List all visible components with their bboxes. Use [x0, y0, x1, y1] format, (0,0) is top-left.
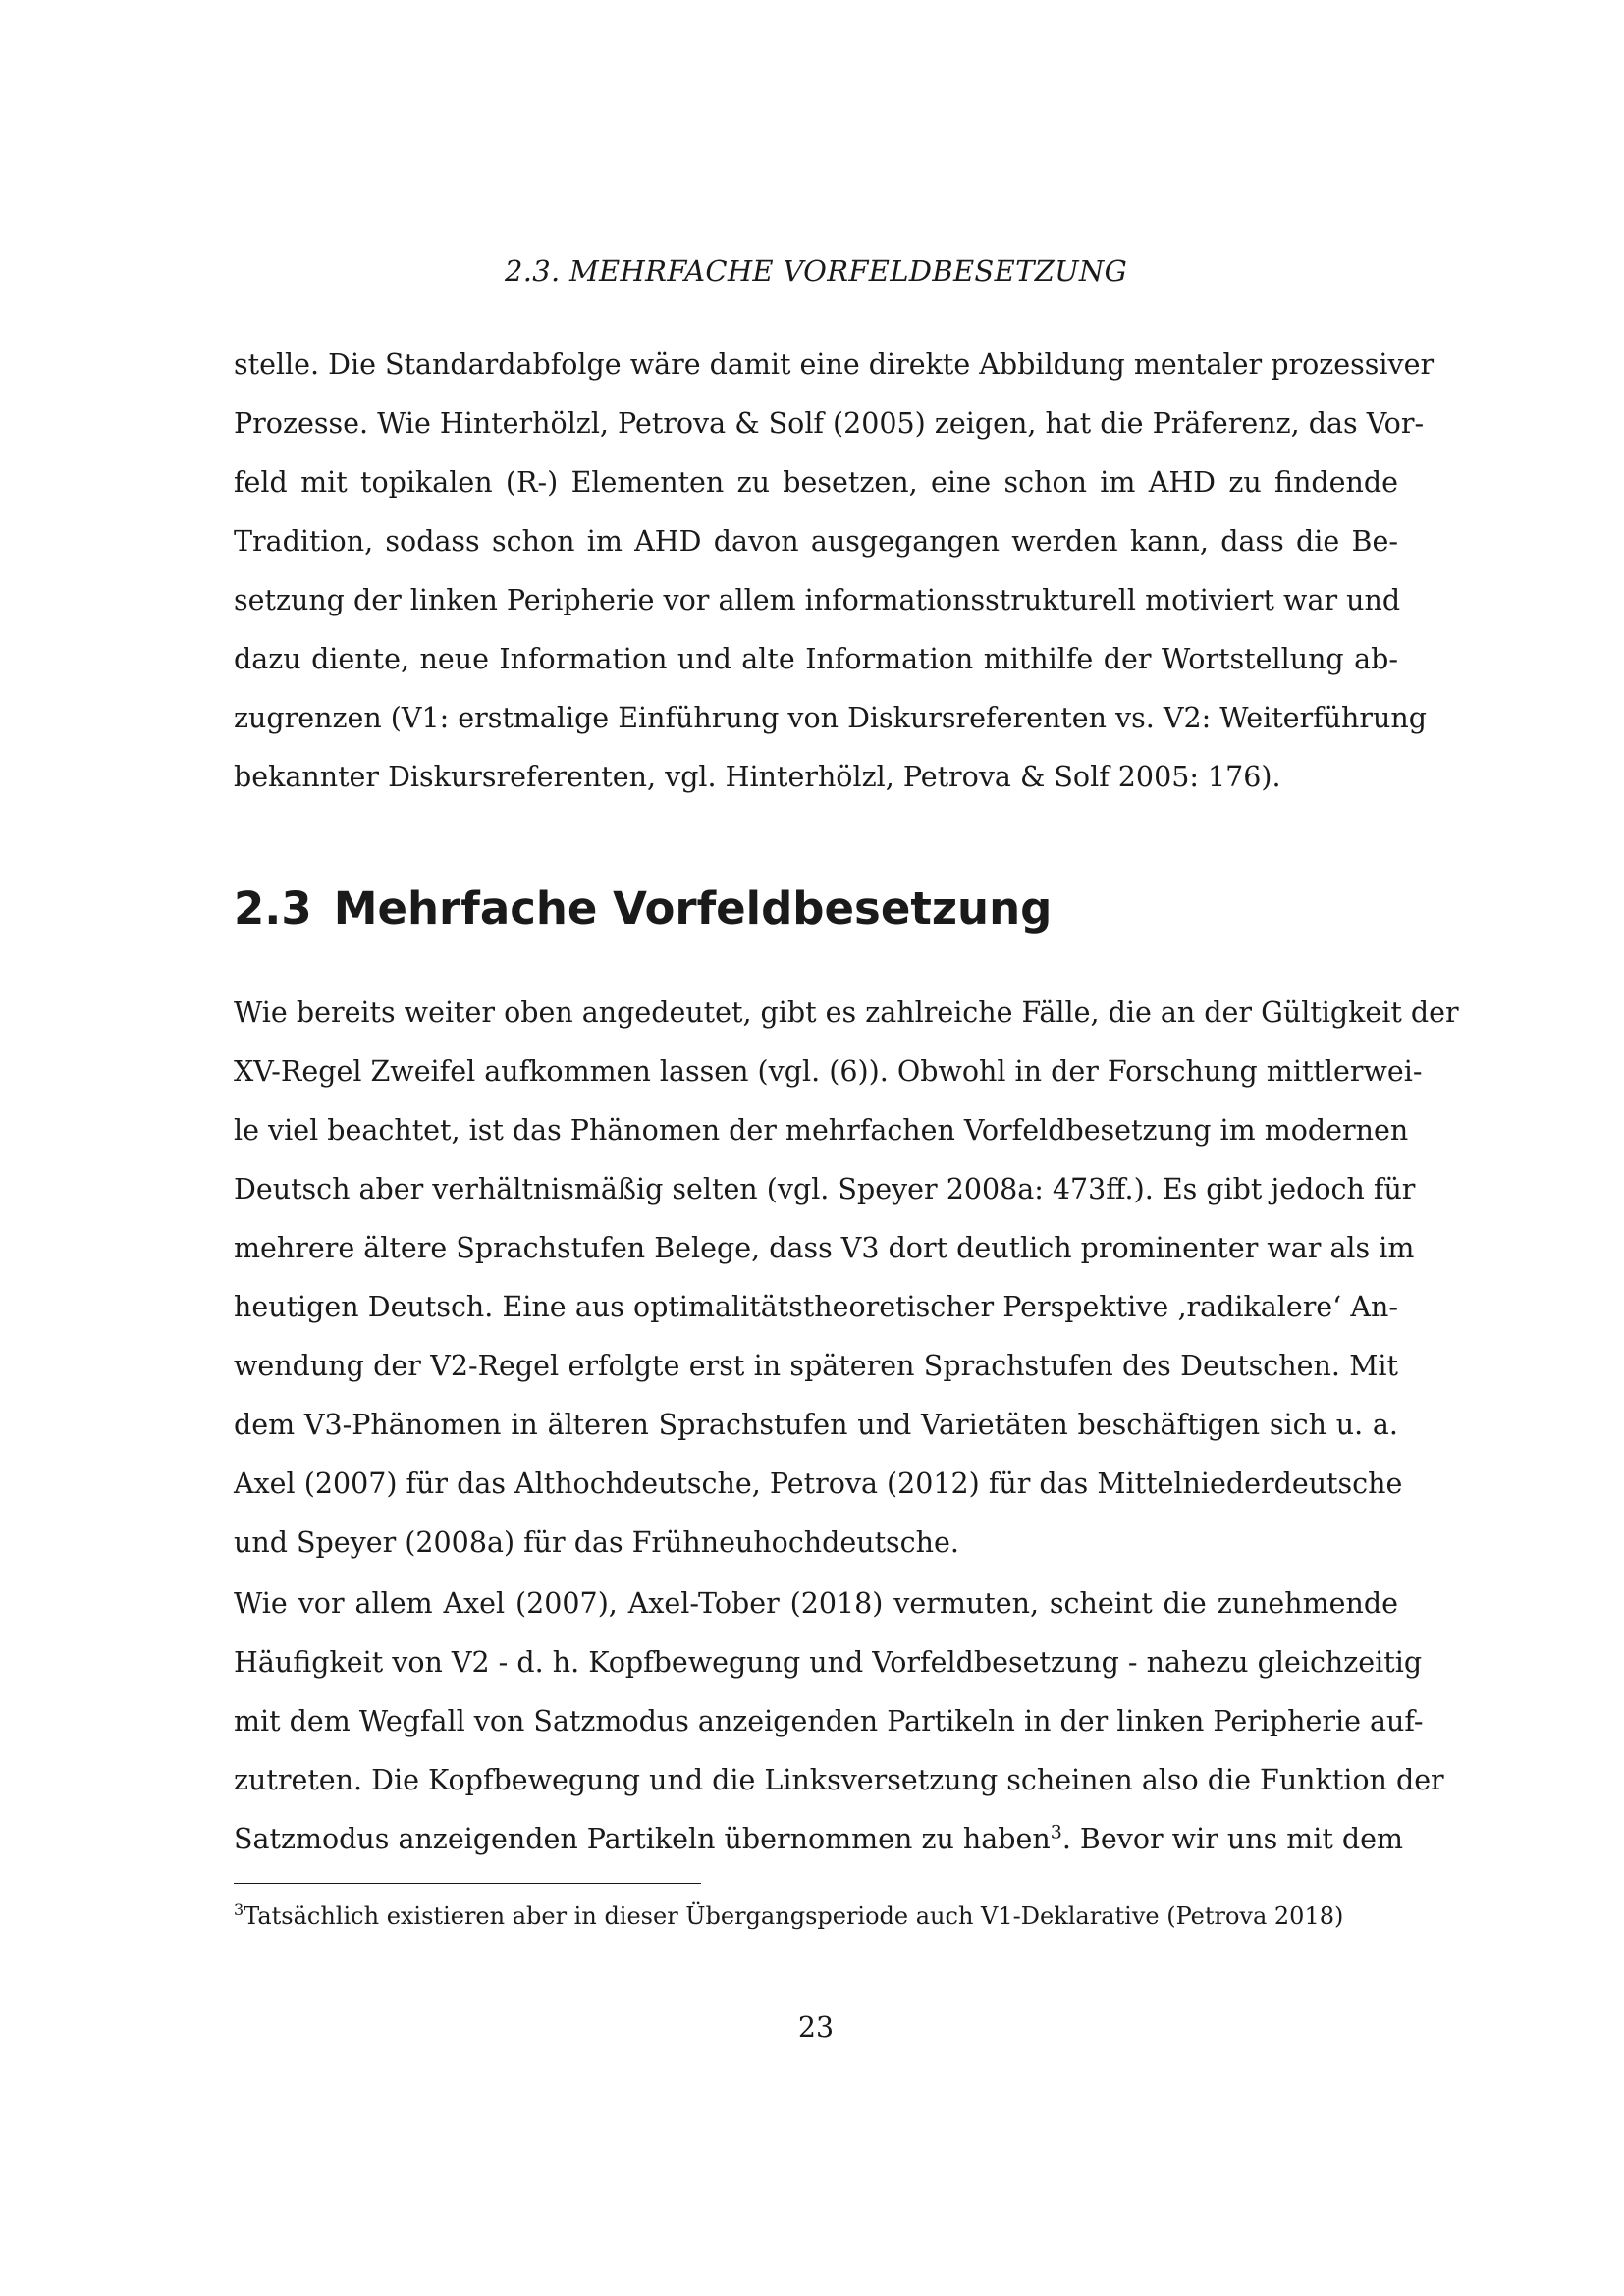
text-line: Deutsch aber verhältnismäßig selten (vgl. Speyer 2008a: 473ff.). Es gibt jedoch für — [234, 1173, 1416, 1205]
text-line: bekannter Diskursreferenten, vgl. Hinterhölzl, Petrova & Solf 2005: 176). — [234, 761, 1281, 793]
section-heading — [234, 880, 1398, 938]
footnote-text: Tatsächlich existieren aber in dieser Übergangsperiode auch V1-Deklarative (Petrova 2018) — [244, 1902, 1344, 1930]
text-line: feld mit topikalen (R-) Elementen zu besetzen, eine schon im AHD zu findende — [234, 466, 1398, 499]
footnote — [234, 1898, 1398, 1934]
text-line: Prozesse. Wie Hinterhölzl, Petrova & Solf (2005) zeigen, hat die Präferenz, das Vor- — [234, 407, 1425, 440]
text-line: heutigen Deutsch. Eine aus optimalitätstheoretischer Perspektive ‚radikalere‘ An- — [234, 1291, 1398, 1323]
text-line: wendung der V2-Regel erfolgte erst in späteren Sprachstufen des Deutschen. Mit — [234, 1350, 1398, 1382]
footnote-reference[interactable]: 3 — [1050, 1821, 1062, 1843]
text-line: Häufigkeit von V2 - d. h. Kopfbewegung und Vorfeldbesetzung - nahezu gleichzeitig — [234, 1646, 1423, 1679]
text-line: zutreten. Die Kopfbewegung und die Linksversetzung scheinen also die Funktion der — [234, 1764, 1444, 1796]
text-line: Wie bereits weiter oben angedeutet, gibt es zahlreiche Fälle, die an der Gültigkeit der — [234, 996, 1459, 1029]
text-line: zugrenzen (V1: erstmalige Einführung von Diskursreferenten vs. V2: Weiterführung — [234, 702, 1427, 734]
text-line: Wie vor allem Axel (2007), Axel-Tober (2018) vermuten, scheint die zunehmende — [234, 1587, 1398, 1620]
text-line: mit dem Wegfall von Satzmodus anzeigenden Partikeln in der linken Peripherie auf- — [234, 1705, 1424, 1737]
text-line: setzung der linken Peripherie vor allem informationsstrukturell motiviert war und — [234, 584, 1401, 616]
text-line: dazu diente, neue Information und alte Information mithilfe der Wortstellung ab- — [234, 643, 1398, 675]
paragraph-2 — [234, 984, 1459, 1573]
footnote-mark: 3 — [234, 1900, 244, 1919]
page-number: 23 — [797, 2011, 835, 2044]
text-segment: . Bevor wir uns mit dem — [1061, 1823, 1404, 1855]
running-header: 2.3. MEHRFACHE VORFELDBESETZUNG — [504, 254, 1128, 288]
text-line: Tradition, sodass schon im AHD davon ausgegangen werden kann, dass die Be- — [234, 525, 1398, 558]
section-number: 2.3 — [234, 882, 312, 934]
paragraph-1 — [234, 336, 1435, 807]
paragraph-3 — [234, 1575, 1444, 1869]
text-line: und Speyer (2008a) für das Frühneuhochdeutsche. — [234, 1526, 959, 1559]
text-line: Axel (2007) für das Althochdeutsche, Petrova (2012) für das Mittelniederdeutsche — [234, 1468, 1403, 1500]
text-line: stelle. Die Standardabfolge wäre damit eine direkte Abbildung mentaler prozessiver — [234, 348, 1435, 381]
text-line: mehrere ältere Sprachstufen Belege, dass V3 dort deutlich prominenter war als im — [234, 1232, 1415, 1264]
text-line — [234, 1810, 1404, 1869]
section-title: Mehrfache Vorfeldbesetzung — [333, 882, 1053, 934]
text-segment: Satzmodus anzeigenden Partikeln übernommen zu haben — [234, 1823, 1051, 1855]
footnote-divider — [234, 1883, 701, 1884]
text-line: le viel beachtet, ist das Phänomen der mehrfachen Vorfeldbesetzung im modernen — [234, 1114, 1409, 1147]
text-line: dem V3-Phänomen in älteren Sprachstufen und Varietäten beschäftigen sich u. a. — [234, 1409, 1398, 1441]
text-line: XV-Regel Zweifel aufkommen lassen (vgl. (6)). Obwohl in der Forschung mittlerwei- — [234, 1055, 1423, 1088]
